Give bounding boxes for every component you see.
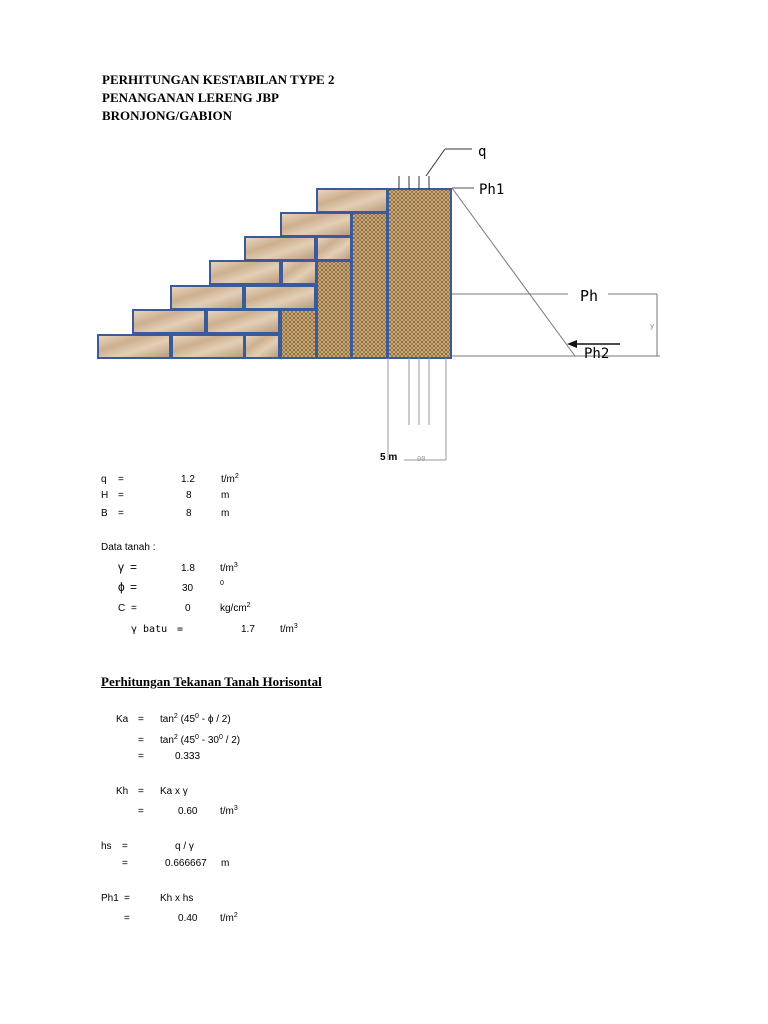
param-q: q = 1.2 $t/m^2$ xyxy=(101,473,239,485)
gabion-column xyxy=(317,261,351,358)
pressure-diagram xyxy=(452,188,660,356)
stone-block xyxy=(317,189,387,212)
stone-block xyxy=(317,237,351,260)
label-ph1: Ph1 xyxy=(479,182,505,198)
hs-line-1: hs = q / γ xyxy=(101,841,194,852)
stone-block xyxy=(133,310,205,333)
stone-block xyxy=(210,261,280,284)
soil-c: C = 0 $kg/cm^2$ xyxy=(118,602,251,614)
title-line-3: BRONJONG/GABION xyxy=(102,108,233,123)
stone-block xyxy=(207,310,279,333)
dim-5m: 5 m xyxy=(380,452,398,463)
gabion-column xyxy=(281,310,316,358)
stone-block xyxy=(281,213,351,236)
gabion-diagram xyxy=(0,0,768,470)
soil-title: Data tanah : xyxy=(101,542,156,553)
stone-block xyxy=(245,237,315,260)
title-line-1: PERHITUNGAN KESTABILAN TYPE 2 xyxy=(102,72,335,87)
section-title: Perhitungan Tekanan Tanah Horisontal xyxy=(101,674,322,689)
param-h: H = 8 m xyxy=(101,490,230,501)
label-y: y xyxy=(650,322,655,330)
gabion-column xyxy=(352,213,387,358)
ph1-line-1: Ph1 = Kh x hs xyxy=(101,893,194,904)
stone-block xyxy=(245,335,279,358)
stone-block xyxy=(172,335,244,358)
surcharge-arrows xyxy=(399,149,472,189)
stone-block xyxy=(171,286,243,309)
title-line-2: PENANGANAN LERENG JBP xyxy=(102,90,279,105)
param-b: B = 8 m xyxy=(101,508,230,519)
kh-line-1: Kh = Ka x γ xyxy=(116,786,188,797)
soil-phi: ϕ = 30 0 xyxy=(118,580,224,594)
dimension-lines xyxy=(388,358,446,460)
stone-block xyxy=(282,261,316,284)
label-ph2: Ph2 xyxy=(584,346,610,362)
dim-small: 00 xyxy=(417,455,426,463)
gabion-column xyxy=(388,189,451,358)
label-q: q xyxy=(478,144,487,160)
soil-gamma: γ = 1.8 $t/m^3$ xyxy=(118,560,238,574)
ka-line-1: Ka = $\tan^2 (45^0$ - ϕ / 2) xyxy=(116,713,231,725)
label-ph: Ph xyxy=(580,287,599,305)
soil-gamma-batu: γ batu = 1.7 $t/m^3$ xyxy=(131,623,298,635)
stone-block xyxy=(245,286,315,309)
stone-block xyxy=(98,335,170,358)
